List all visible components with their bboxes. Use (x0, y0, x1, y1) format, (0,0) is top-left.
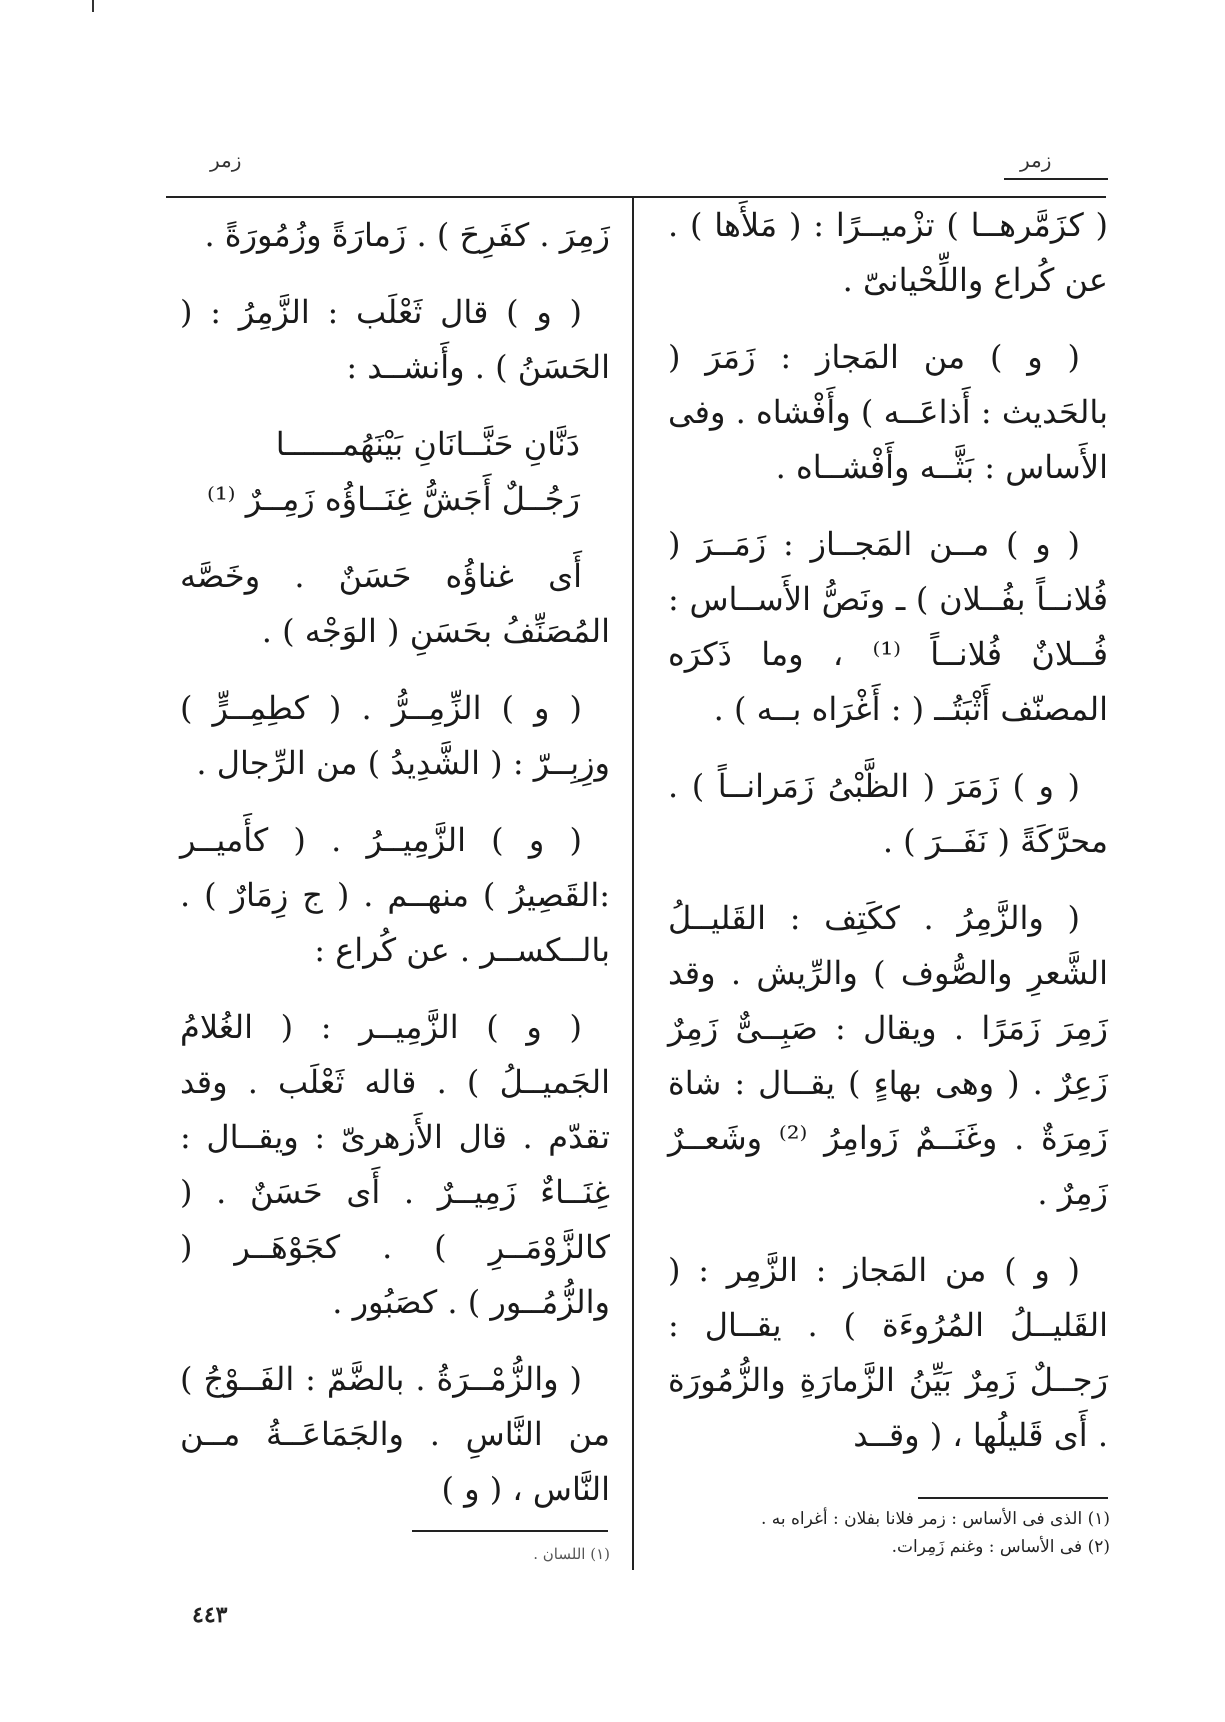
entry-paragraph: ( و ) من المَجاز : الزَّمِر : ( القَليــلُ المُرُوءَة ) . يقــال : رَجــلٌ زَمِرٌ بَيِّنُ الزَّمارَةِ والزُّمُورَة . أَى قَليلُها ، ( وقــد (668, 1251, 1108, 1454)
entry-paragraph: أَى غناؤُه حَسَنٌ . وخَصَّه المُصَنِّفُ بحَسَنِ ( الوَجْه ) . (180, 557, 610, 650)
entry-paragraph: زَمِرَ . كفَرِحَ ) . زَمارَةً وزُمُورَةً . (204, 216, 610, 254)
footnote: (١) الذى فى الأساس : زمر فلانا بفلان : أغراه به . (760, 1509, 1110, 1529)
entry-paragraph: ( و ) من المَجاز : زَمَرَ ( بالحَديث : أَذاعَــه ) وأَفْشاه . وفى الأَساس : بَثَّــه وأَفْشــاه . (668, 338, 1108, 486)
header-rule-short (1004, 178, 1108, 180)
entry-paragraph: ( و ) مــن المَجــاز : زَمَــرَ ( فُلانــاً بفُــلان ) ـ ونَصُّ الأَســاس : فُــلانٌ فُلانــاً ⁽¹⁾ ، وما ذَكرَه المصنّف أَثْبَتُــ ( : أَغْرَاه بــه ) . (668, 525, 1109, 728)
column-divider (632, 196, 634, 1570)
entry-paragraph: ( كزَمَّرهــا ) تزْميــرًا : ( مَلأَها ) . عن كُراع واللِّحْيانىّ . (668, 206, 1108, 299)
corner-mark (92, 0, 94, 12)
running-header-right: زمر (1020, 148, 1052, 172)
left-column (180, 208, 610, 1539)
entry-paragraph: ( والزَّمِرُ . ككَتِف : القَليــلُ الشَّعرِ والصُّوف ) والرِّيش . وقد زَمِرَ زَمَرًا . ويقال : صَبِــىٌّ زَمِرٌ زَعِرٌ . ( وهى بهاءٍ ) يقــال : شاة زَمِرَةٌ . وغَنَــمٌ زَوامِرُ ⁽²⁾ وشَعــرٌ زَمِرٌ . (668, 899, 1108, 1212)
entry-paragraph: ( والزُّمْــرَةُ . بالضَّمّ : الفَــوْجُ ) من النَّاسِ . والجَمَاعَــةُ مــن النَّاس ، ( و ) (180, 1360, 610, 1508)
footnote-rule-right (918, 1497, 1108, 1499)
running-header-left: زمر (210, 148, 242, 172)
right-column (668, 198, 1108, 1485)
footnotes-left (410, 1540, 610, 1568)
verse-line: رَجُــلٌ أَجَشُّ غِنَــاؤُه زَمِــرٌ ⁽¹⁾ (206, 480, 580, 518)
entry-paragraph: ( و ) الزَّمِيــرُ . ( كأَميــر :القَصِيرُ ) منهــم . ( ج زِمَارٌ ) . بالــكســر . عن كُراع : (180, 821, 610, 969)
page-number: ٤٤٣ (192, 1602, 228, 1628)
poetry-verse (180, 417, 610, 527)
entry-paragraph: ( و ) الزِّمِــرُّ . ( كطِمِــرٍّ ) وزِبِــرّ : ( الشَّدِيدُ ) من الرِّجال . (180, 689, 610, 782)
footnote: (٢) فى الأساس : وغنم زَمِرات. (891, 1537, 1110, 1557)
footnotes-right (690, 1505, 1110, 1561)
entry-paragraph: ( و ) الزَّمِيــر : ( الغُلامُ الجَميــلُ ) . قاله ثَعْلَب . وقد تقدّم . قال الأَزهرىّ : ويقــال : غِنَــاءٌ زَمِيــرٌ . أَى حَسَنٌ . ( كالزَّوْمَــرِ ) . كجَوْهَــر ( والزُّمُــور ) . كصَبُور . (180, 1008, 610, 1321)
footnote-rule-left (412, 1530, 608, 1532)
entry-paragraph: ( و ) قال ثَعْلَب : الزَّمِرُ : ( الحَسَنُ ) . وأَنشــد : (180, 293, 610, 386)
footnote: (١) اللسان . (533, 1545, 610, 1563)
verse-line: دَنَّانِ حَنَّــانَانِ بَيْنَهُمــــــا (275, 425, 580, 463)
entry-paragraph: ( و ) زَمَرَ ( الظَّبْىُ زَمَرانــاً ) . محرَّكَةً ( نَفَــرَ ) . (668, 767, 1108, 860)
